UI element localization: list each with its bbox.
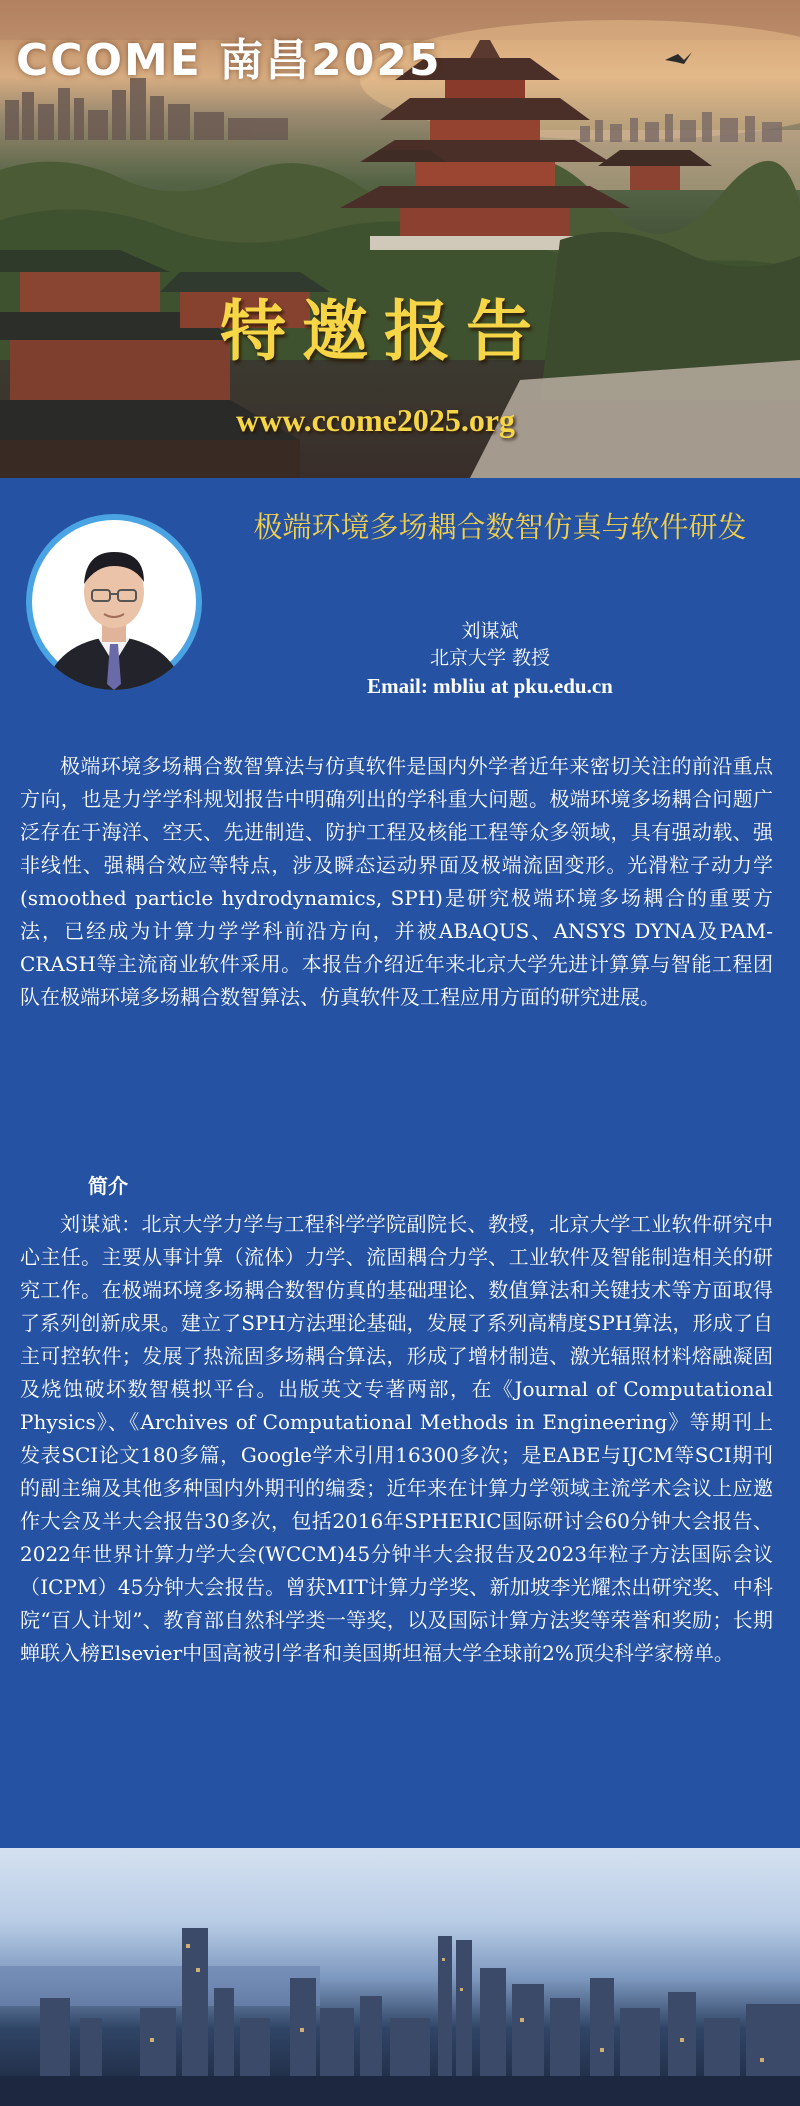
talk-title: 极端环境多场耦合数智仿真与软件研发 <box>253 510 747 544</box>
abstract-paragraph: 极端环境多场耦合数智算法与仿真软件是国内外学者近年来密切关注的前沿重点方向，也是力学学科规划报告中明确列出的学科重大问题。极端环境多场耦合问题广泛存在于海洋、空天、先进制造、防护工程及核能工程等众多领域，具有强动载、强非线性、强耦合效应等特点，涉及瞬态运动界面及极端流固变形。光滑粒子动力学(smoothed particle hydrodynamics, SPH)是研究极端环境多场耦合的重要方法，已经成为计算力学学科前沿方向，并被ABAQUS、ANSYS DYNA及PAM-CRASH等主流商业软件采用。本报告介绍近年来北京大学先进计算算与智能工程团队在极端环境多场耦合数智算法、仿真软件及工程应用方面的研究进展。 <box>20 754 773 1009</box>
footer-banner <box>0 1848 800 2106</box>
speaker-email: Email: mbliu at pku.edu.cn <box>367 674 613 698</box>
bio-heading: 简介 <box>88 1174 128 1198</box>
speaker-name: 刘谋斌 <box>461 620 519 642</box>
bio-paragraph: 刘谋斌：北京大学力学与工程科学学院副院长、教授，北京大学工业软件研究中心主任。主要从事计算（流体）力学、流固耦合力学、工业软件及智能制造相关的研究工作。在极端环境多场耦合数智仿真的基础理论、数值算法和关键技术等方面取得了系列创新成果。建立了SPH方法理论基础，发展了系列高精度SPH算法，形成了自主可控软件；发展了热流固多场耦合算法，形成了增材制造、激光辐照材料熔融凝固及烧蚀破坏数智模拟平台。出版英文专著两部，在《Journal of Computational Physics》、《Archives of Computational Methods in Engineering》等期刊上发表SCI论文180多篇，Google学术引用16300多次；是EABE与IJCM等SCI期刊的副主编及其他多种国内外期刊的编委；近年来在计算力学领域主流学术会议上应邀作大会及半大会报告30多次，包括2016年SPHERIC国际研讨会60分钟大会报告、2022年世界计算力学大会(WCCM)45分钟半大会报告及2023年粒子方法国际会议（ICPM）45分钟大会报告。曾获MIT计算力学奖、新加坡李光耀杰出研究奖、中科院“百人计划”、教育部自然科学类一等奖，以及国际计算方法奖等荣誉和奖励；长期蝉联入榜Elsevier中国高被引学者和美国斯坦福大学全球前2%顶尖科学家榜单。 <box>20 1212 773 1665</box>
header-banner <box>0 0 800 478</box>
speaker-info <box>320 618 660 700</box>
speaker-avatar-icon <box>26 514 202 690</box>
speaker-portrait <box>26 514 202 690</box>
invited-talk-title: 特邀报告 <box>220 293 548 370</box>
conference-title: CCOME 南昌2025 <box>16 35 442 86</box>
city-skyline-photo <box>0 1848 800 2106</box>
conference-url[interactable]: www.ccome2025.org <box>236 402 516 438</box>
speaker-affiliation: 北京大学 教授 <box>429 647 551 669</box>
